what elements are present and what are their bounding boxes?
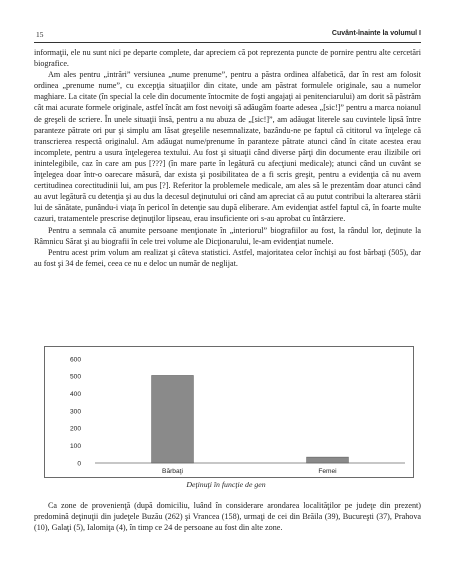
y-tick-label: 300 xyxy=(69,408,81,416)
bar-0 xyxy=(152,375,194,463)
page-number: 15 xyxy=(36,30,44,39)
body-text-after xyxy=(34,500,421,533)
y-tick-label: 100 xyxy=(69,442,81,450)
body-text xyxy=(34,47,421,269)
paragraph: Pentru a semnala că anumite persoane menţionate în „interiorul” biografiilor au fost, la rândul lor, deţinute la Râmnicu Sărat şi au biografii în cele trei volume ale Dicţionarului, le-am evidenţiat numele. xyxy=(34,225,421,246)
paragraph: Pentru acest prim volum am realizat şi câteva statistici. Astfel, majoritatea celor închişi au fost bărbaţi (505), dar au fost şi 34 de femei, ceea ce nu e deloc un număr de neglijat. xyxy=(34,247,421,268)
y-tick-label: 0 xyxy=(77,460,81,468)
running-title: Cuvânt-înainte la volumul I xyxy=(331,30,421,37)
paragraph: Am ales pentru „intrări” versiunea „nume prenume”, pentru a păstra ordinea alfabetică, dar în rest am folosit ordinea „prenume nume”, cu excepţia situaţiilor din citate, unde am păstrat formulele originale, sau a numelor maghiare. La citate (în special la cele din documente întocmite de foşti angajaţi ai penitenciarului) am dorit să păstrăm cât mai acurate formele originale, astfel încât am fost nevoiţi să adăugăm foarte adesea „[sic!]” pentru a marca noianul de greşeli de scriere. În unele situaţii însă, pentru a nu abuza de „[sic!]”, am adăugat literele sau cuvintele lipsă între paranteze pătrate ori pur şi simplu am lăsat greşelile nesemnalizate, bazându-ne pe faptul că cititorul va înţelege că transcrierea respectă originalul. Am adăugat nume/prenume în paranteze pătrate atunci când în citate acestea erau incomplete, pentru a usura înţelegerea textului. Au fost şi situaţii când diverse părţi din documente erau ilizibile ori inintelegibile, caz în care am pus [???] (în mare parte în legătură cu afecţiuni medicale); atunci când un cuvânt se înţelegea doar într-o oarecare măsură, dar exista şi posibilitatea de a fi scris greşit, pentru a evidenţia că nu avem certitudinea corectitudinii lui, am pus [?]. Referitor la problemele medicale, am ales să le prezentăm doar atunci când au avut legătură cu detenţia şi au dus la decesul deţinutului ori când am apreciat că au putut contribui la alterarea stării lui de sănătate, punându-i viaţa în pericol în detenţie sau după eliberare. Am evidenţiat astfel faptul că, în foarte multe cazuri, tratamentele prescrise deţinuţilor lipseau, erau insuficiente ori s-au aprobat cu întârziere. xyxy=(34,70,421,224)
x-tick-label: Femei xyxy=(318,468,337,475)
x-tick-label: Bărbaţi xyxy=(162,468,183,475)
y-tick-label: 200 xyxy=(69,425,81,433)
chart-caption: Deţinuţi în funcţie de gen xyxy=(186,480,266,489)
bar-1 xyxy=(307,457,349,463)
chart-canvas xyxy=(45,347,413,477)
y-tick-label: 600 xyxy=(69,356,81,364)
page-header xyxy=(34,28,421,43)
y-tick-label: 500 xyxy=(69,373,81,381)
y-tick-label: 400 xyxy=(69,390,81,398)
gender-bar-chart xyxy=(44,346,414,478)
paragraph: informaţii, ele nu sunt nici pe departe complete, dar apreciem că pot reprezenta puncte de pornire pentru alte cercetări biografice. xyxy=(34,48,421,69)
paragraph: Ca zone de provenienţă (după domiciliu, luând în considerare arondarea localităţilor pe judeţe din prezent) predomină deţinuţii din judeţele Buzău (262) şi Vrancea (158), urmaţi de cei din Brăila (39), Bucureşti (37), Prahova (10), Galaţi (5), Ialomiţa (4), în timp ce 24 de persoane au fost din alte zone. xyxy=(34,501,421,533)
